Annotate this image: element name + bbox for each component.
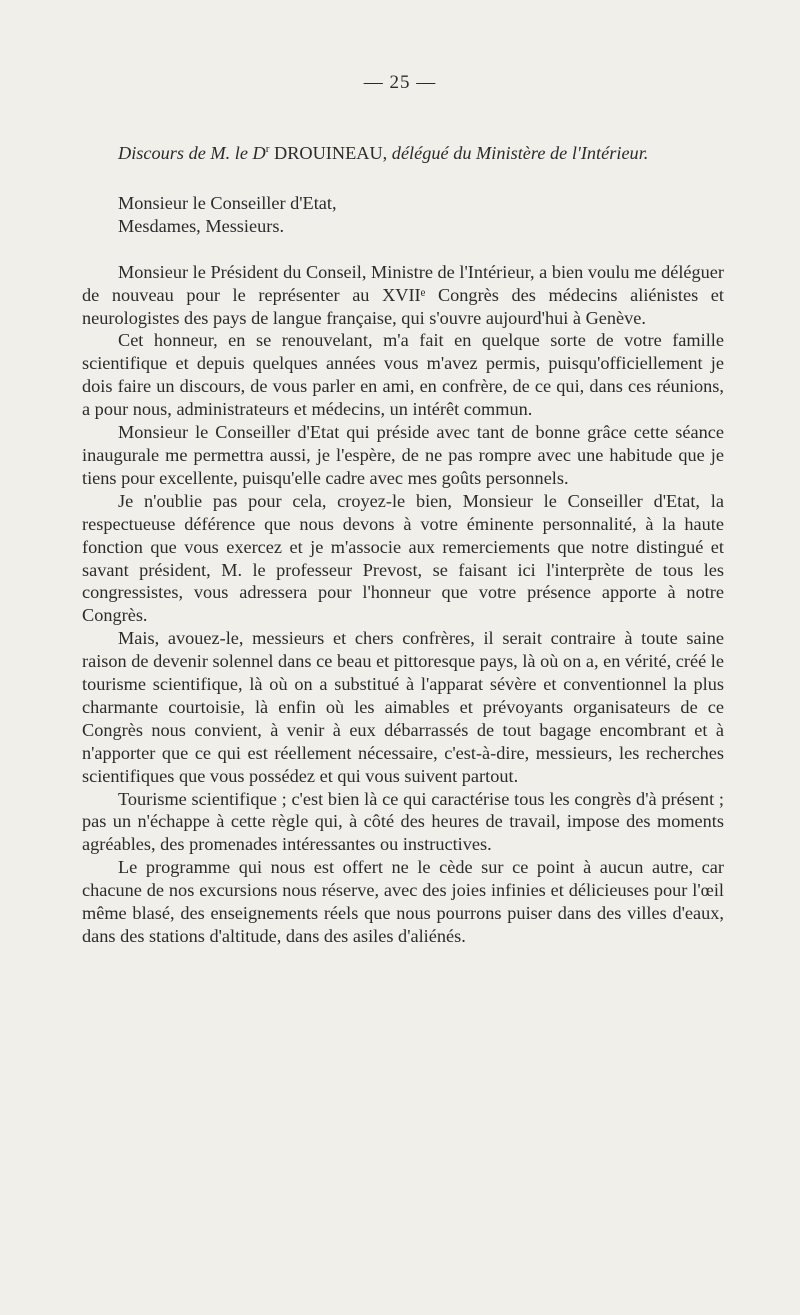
paragraph: Mais, avouez-le, messieurs et chers confrères, il serait contraire à toute saine raison de devenir solennel dans ce beau et pittoresque pays, là où on a, en vérité, créé le tourisme scientifique, là où on a substitué à l'apparat sévère et conventionnel la plus charmante courtoisie, là enfin où les aimables et prévoyants organisateurs de ce Congrès nous convient, à venir à eux débarrassés de tout bagage encombrant et à n'apporter que ce qui est réellement nécessaire, c'est-à-dire, messieurs, les recherches scientifiques que vous possédez et qui vous suivent partout.	[82, 628, 724, 786]
paragraph: Tourisme scientifique ; c'est bien là ce qui caractérise tous les congrès d'à présent ; pas un n'échappe à cette règle qui, à côté des heures de travail, impose des moments agréables, des promenades intéressantes ou instructives.	[82, 788, 724, 855]
heading-role: délégué du Ministère de l'Intérieur.	[391, 143, 649, 163]
paragraph: Cet honneur, en se renouvelant, m'a fait en quelque sorte de votre famille scientifique et depuis quelques années vous m'avez permis, puisqu'officiellement je dois faire un discours, de vous parler en ami, en confrère, de ce qui, dans ces réunions, a pour nous, administrateurs et médecins, un intérêt commun.	[82, 330, 724, 420]
paragraph: Monsieur le Conseiller d'Etat qui préside avec tant de bonne grâce cette séance inaugurale me permettra aussi, je l'espère, de ne pas rompre avec une habitude que je tiens pour excellente, puisqu'elle cadre avec mes goûts personnels.	[82, 422, 724, 488]
paragraph: Le programme qui nous est offert ne le cède sur ce point à aucun autre, car chacune de nos excursions nous réserve, avec des joies infinies et délicieuses pour l'œil même blasé, des enseignements réels que nous pourrons puiser dans des villes d'eaux, dans des stations d'altitude, dans des asiles d'aliénés.	[82, 857, 724, 946]
page-number: — 25 —	[363, 72, 437, 93]
text-body	[82, 142, 724, 948]
salutation-line-2: Mesdames, Messieurs.	[118, 215, 285, 236]
paragraph: Monsieur le Président du Conseil, Ministre de l'Intérieur, a bien voulu me déléguer de nouveau pour le représenter au XVIIᵉ Congrès des médecins aliénistes et neurologistes des pays de langue française, qui s'ouvre aujourd'hui à Genève.	[82, 261, 724, 328]
paragraph: Je n'oublie pas pour cela, croyez-le bien, Monsieur le Conseiller d'Etat, la respectueuse déférence que nous devons à votre éminente personnalité, à la haute fonction que vous exercez et je m'associe aux remerciements que notre distingué et savant président, M. le professeur Prevost, se faisant ici l'interprète de tous les congressistes, vous adressera pour l'honneur que votre présence apporte à notre Congrès.	[82, 490, 724, 626]
speech-heading	[82, 142, 724, 165]
heading-intro: Discours de M. le D	[118, 143, 266, 163]
salutation-line-1: Monsieur le Conseiller d'Etat,	[118, 192, 337, 213]
heading-superscript: r	[265, 142, 270, 155]
heading-speaker-name: DROUINEAU,	[269, 143, 392, 163]
